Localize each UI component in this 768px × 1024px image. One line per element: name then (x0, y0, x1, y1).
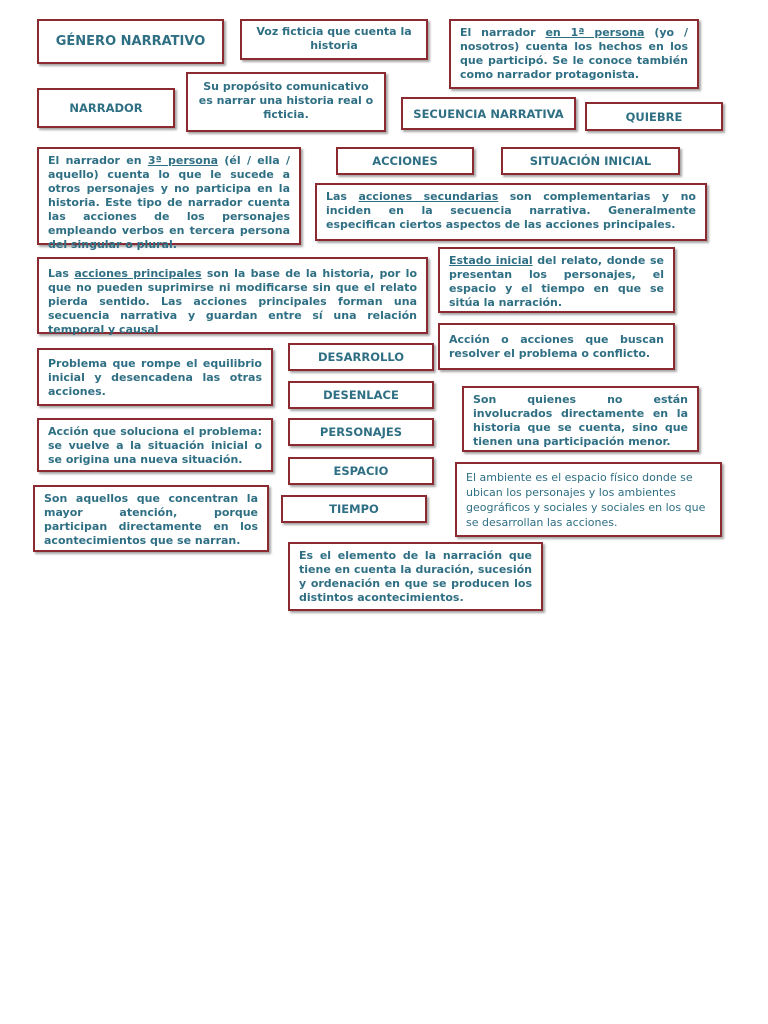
espacio-label: ESPACIO (333, 464, 389, 478)
soluciona-text: Acción que soluciona el problema: se vuelve a la situación inicial o se origina una nueva situación. (48, 425, 262, 466)
personajes-principales-text: Son aquellos que concentran la mayor atención, porque participan directamente en los acontecimientos que se narran. (44, 492, 258, 547)
desarrollo-card (288, 343, 434, 371)
acciones-secundarias-card (315, 183, 707, 241)
desenlace-label: DESENLACE (323, 388, 399, 402)
primera-persona-post: (yo / nosotros) cuenta los hechos en los que participó. Se le conoce también como narrador protagonista. (460, 26, 688, 81)
tercera-persona-post: (él / ella / aquello) cuenta lo que le sucede a otros personajes y no participa en la historia. Este tipo de narrador cuenta las acciones de los personajes empleando verbos en tercera persona del singular o plural. (48, 154, 290, 251)
acciones-principales-pre: Las (48, 267, 75, 280)
situacion-inicial-card (501, 147, 680, 175)
tercera-persona-term: 3ª persona (147, 154, 219, 167)
acciones-label: ACCIONES (372, 154, 438, 168)
espacio-card (288, 457, 434, 485)
acciones-secundarias-post: son complementarias y no inciden en la secuencia narrativa. Generalmente especifican ciertos aspectos de las acciones principales. (326, 190, 696, 231)
desarrollo-label: DESARROLLO (317, 350, 405, 364)
title-card (37, 19, 224, 64)
tercera-persona-pre: El narrador en (48, 154, 148, 167)
accion-resolver-card (438, 323, 675, 370)
tercera-persona-card (37, 147, 301, 251)
estado-inicial-term: Estado inicial (449, 254, 533, 267)
acciones-card (336, 147, 474, 175)
personajes-label: PERSONAJES (319, 425, 403, 439)
acciones-secundarias-term: acciones secundarias (358, 190, 499, 203)
acciones-secundarias-pre: Las (326, 190, 359, 203)
tiempo-card (281, 495, 427, 523)
secuencia-narrativa-label: SECUENCIA NARRATIVA (413, 106, 564, 121)
acciones-principales-term: acciones principales (74, 267, 202, 280)
quiebre-card (585, 102, 723, 131)
page-title: GÉNERO NARRATIVO (55, 33, 206, 49)
acciones-principales-post: son la base de la historia, por lo que no pueden suprimirse ni modificarse sin que el relato pierda sentido. Las acciones principales forman una secuencia narrativa y guardan entre sí una relación temporal y causal (48, 267, 417, 336)
tiempo-definicion-text: Es el elemento de la narración que tiene en cuenta la duración, sucesión y ordenación en que se producen los distintos acontecimientos. (299, 549, 532, 604)
problema-card (37, 348, 273, 406)
tiempo-label: TIEMPO (329, 502, 379, 516)
voz-ficticia-card (240, 19, 428, 60)
estado-inicial-card (438, 247, 675, 313)
primera-persona-pre: El narrador (460, 26, 546, 39)
acciones-principales-card (37, 257, 428, 334)
estado-inicial-post: del relato, donde se presentan los personajes, el espacio y el tiempo en que se sitúa la narración. (449, 254, 664, 309)
ambiente-card (455, 462, 722, 537)
personajes-card (288, 418, 434, 446)
tiempo-definicion-card (288, 542, 543, 611)
personajes-principales-card (33, 485, 269, 552)
quiebre-label: QUIEBRE (625, 109, 683, 124)
soluciona-card (37, 418, 273, 472)
accion-resolver-text: Acción o acciones que buscan resolver el problema o conflicto. (449, 333, 664, 360)
narrador-card (37, 88, 175, 128)
personajes-secundarios-text: Son quienes no están involucrados directamente en la historia que se cuenta, sino que tienen una participación menor. (473, 393, 688, 448)
voz-ficticia-text: Voz ficticia que cuenta la historia (256, 25, 412, 52)
proposito-text: Su propósito comunicativo es narrar una historia real o ficticia. (198, 80, 374, 121)
proposito-card (186, 72, 386, 132)
ambiente-text: El ambiente es el espacio físico donde se ubican los personajes y los ambientes geográficos y sociales y sociales en los que se desarrollan las acciones. (466, 471, 706, 529)
situacion-inicial-label: SITUACIÓN INICIAL (529, 154, 652, 168)
narrador-label: NARRADOR (69, 101, 143, 115)
primera-persona-term: en 1ª persona (545, 26, 645, 39)
problema-text: Problema que rompe el equilibrio inicial y desencadena las otras acciones. (48, 357, 262, 398)
desenlace-card (288, 381, 434, 409)
personajes-secundarios-card (462, 386, 699, 452)
primera-persona-card (449, 19, 699, 89)
secuencia-narrativa-card (401, 97, 576, 130)
